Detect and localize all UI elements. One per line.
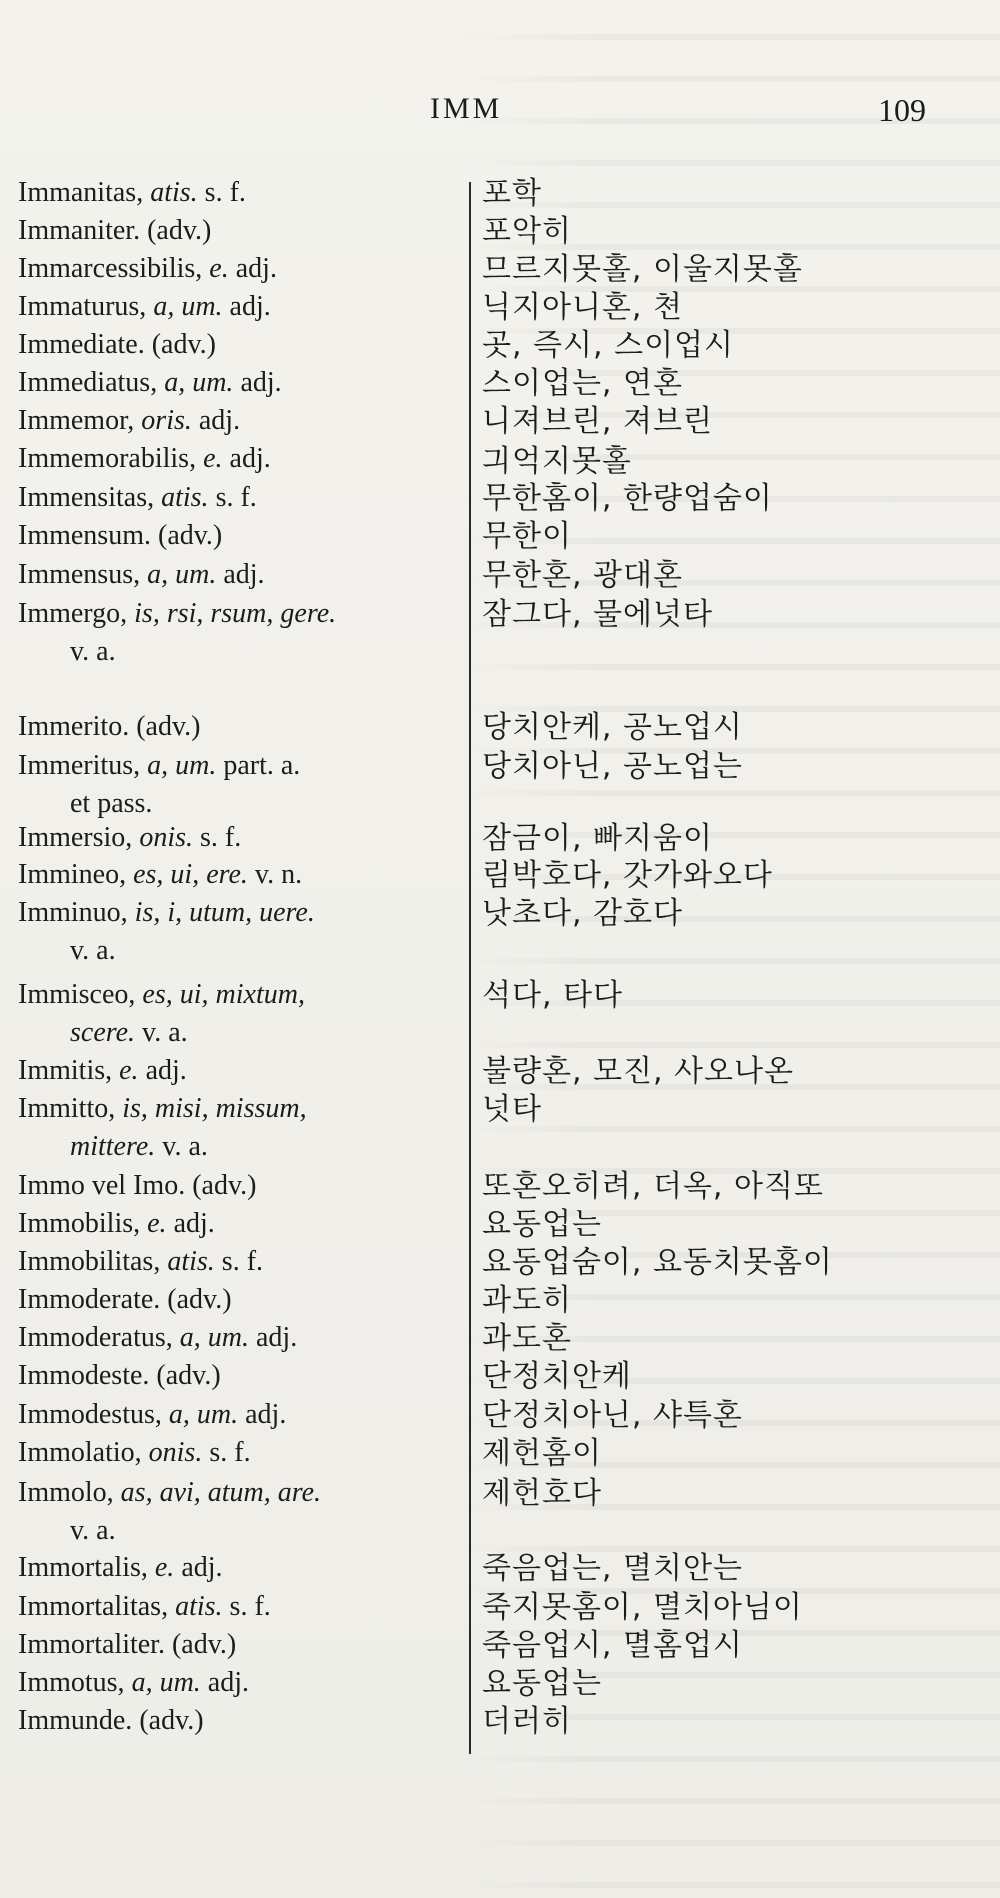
korean-definition: 긔억지못홀 (482, 444, 632, 479)
part-of-speech: (adv.) (136, 711, 201, 742)
korean-definition: 스이업는, 연혼 (482, 366, 683, 401)
part-of-speech: (adv.) (158, 520, 223, 551)
running-head: IMM (430, 92, 503, 125)
headword-line (0, 1171, 462, 1201)
korean-definition: 잠그다, 물에넛타 (482, 597, 713, 632)
headword-line (0, 330, 462, 360)
part-of-speech: (adv.) (167, 1284, 232, 1315)
latin-headword (0, 330, 462, 360)
inflection-forms: a, um. (131, 1667, 201, 1698)
korean-definition: 요동업숨이, 요동치못홈이 (482, 1245, 833, 1280)
korean-definition: 불량혼, 모진, 사오나온 (482, 1054, 794, 1089)
latin-headword (0, 254, 462, 284)
headword-line (0, 560, 462, 590)
headword: Immerito. (18, 711, 130, 742)
latin-headword (0, 178, 462, 208)
headword-line (0, 1630, 462, 1660)
inflection-forms: onis. (139, 822, 193, 853)
inflection-forms: is, misi, missum, (122, 1093, 307, 1124)
headword-line (0, 1592, 462, 1622)
latin-headword (0, 898, 462, 966)
inflection-forms: atis. (150, 177, 198, 208)
headword-line (0, 712, 462, 742)
latin-headword (0, 1668, 462, 1698)
part-of-speech: s. f. (215, 482, 257, 513)
part-of-speech: (adv.) (171, 1629, 237, 1660)
korean-definition: 석다, 타다 (482, 978, 623, 1013)
inflection-forms: is, rsi, rsum, gere. (134, 598, 337, 629)
headword: Immodestus, (18, 1399, 162, 1430)
headword: Immemorabilis, (18, 443, 197, 474)
part-of-speech: adj. (223, 559, 265, 590)
korean-definition: 제헌호다 (482, 1476, 602, 1511)
part-of-speech: adj. (235, 253, 277, 284)
inflection-forms: atis. (161, 482, 209, 513)
korean-definition: 제헌홈이 (482, 1436, 602, 1471)
inflection-forms: a, um. (153, 291, 223, 322)
latin-headword (0, 1592, 462, 1622)
headword: Immunde. (18, 1705, 133, 1736)
korean-definition: 포학 (482, 176, 542, 211)
latin-headword (0, 1478, 462, 1546)
latin-headword (0, 599, 462, 667)
latin-headword (0, 860, 462, 890)
headword-line (0, 1706, 462, 1736)
part-of-speech: s. f. (204, 177, 246, 208)
headword-line (0, 1056, 462, 1086)
headword-line (0, 823, 462, 853)
latin-headword (0, 1056, 462, 1086)
latin-headword (0, 216, 462, 246)
part-of-speech: s. f. (200, 822, 242, 853)
korean-definition: 넛타 (482, 1092, 542, 1127)
headword-line (0, 1668, 462, 1698)
part-of-speech: adj. (255, 1322, 298, 1353)
headword: Immaniter. (18, 215, 141, 246)
part-of-speech: adj. (240, 367, 282, 398)
latin-headword (0, 1400, 462, 1430)
latin-headword (0, 1553, 462, 1583)
headword-line (0, 521, 462, 551)
inflection-forms: a, um. (147, 750, 217, 781)
korean-definition: 단정치안케 (482, 1359, 632, 1394)
inflection-forms: es, ui, mixtum, (142, 979, 305, 1010)
part-of-speech: (adv.) (139, 1705, 204, 1736)
inflection-forms: atis. (167, 1246, 215, 1277)
headword: Immotus, (18, 1667, 125, 1698)
korean-definition: 무한홈이, 한량업숨이 (482, 481, 773, 516)
headword: Immobilitas, (18, 1246, 161, 1277)
part-of-speech: (adv.) (151, 329, 216, 360)
headword: Immitis, (18, 1055, 113, 1086)
headword-continuation: et pass. (70, 788, 153, 819)
part-of-speech: part. a. (223, 750, 301, 781)
headword: Immortalitas, (18, 1591, 169, 1622)
headword-line (0, 1285, 462, 1315)
korean-definition: 죽음업시, 멸홈업시 (482, 1628, 743, 1663)
headword-line (0, 898, 462, 928)
headword: Immoderatus, (18, 1322, 173, 1353)
part-of-speech: adj. (145, 1055, 187, 1086)
headword: Immolatio, (18, 1437, 142, 1468)
latin-headword (0, 1171, 462, 1201)
headword: Immolo, (18, 1477, 114, 1508)
latin-headword (0, 1323, 462, 1353)
korean-definition: 무한이 (482, 519, 572, 554)
headword-line (0, 254, 462, 284)
korean-definition: 또혼오히려, 더옥, 아직또 (482, 1169, 824, 1204)
latin-headword (0, 823, 462, 853)
latin-headword (0, 1630, 462, 1660)
korean-definition: 림박호다, 갓가와오다 (482, 858, 773, 893)
korean-definition: 곳, 즉시, 스이업시 (482, 328, 735, 363)
inflection-forms: a, um. (168, 1399, 239, 1430)
headword-line (0, 980, 462, 1010)
part-of-speech: v. n. (254, 859, 303, 890)
latin-headword (0, 1438, 462, 1468)
headword-line (0, 1400, 462, 1430)
headword: Immemor, (18, 405, 135, 436)
latin-headword (0, 560, 462, 590)
korean-definition: 잠금이, 빠지움이 (482, 821, 713, 856)
page-number: 109 (878, 92, 926, 128)
inflection-forms: oris. (141, 405, 192, 436)
latin-headword (0, 368, 462, 398)
headword: Immobilis, (18, 1208, 141, 1239)
headword-line (0, 1323, 462, 1353)
inflection-forms: e. (209, 253, 229, 284)
korean-definition: 단정치아닌, 샤특혼 (482, 1398, 743, 1433)
headword: Immersio, (18, 822, 133, 853)
inflection-forms: onis. (148, 1437, 203, 1468)
headword: Immediatus, (18, 367, 158, 398)
inflection-forms: atis. (175, 1591, 223, 1622)
latin-headword (0, 444, 462, 474)
korean-definition: 죽음업는, 멸치안는 (482, 1551, 743, 1586)
korean-definition: 과도혼 (482, 1321, 572, 1356)
headword-line (0, 1209, 462, 1239)
headword: Immortaliter. (18, 1629, 165, 1660)
headword-continuation: scere. v. a. (70, 1017, 188, 1048)
headword-continuation: v. a. (70, 1515, 116, 1546)
headword-line (0, 444, 462, 474)
latin-headword (0, 980, 462, 1048)
part-of-speech: adj. (198, 405, 241, 436)
headword-line (0, 599, 462, 629)
latin-headword (0, 1706, 462, 1736)
korean-definition: 므르지못홀, 이울지못홀 (482, 252, 803, 287)
inflection-forms: e. (119, 1055, 139, 1086)
inflection-forms: a, um. (179, 1322, 249, 1353)
latin-headword (0, 483, 462, 513)
korean-definition: 요동업는 (482, 1207, 602, 1242)
inflection-forms: a, um. (147, 559, 217, 590)
part-of-speech: s. f. (221, 1246, 264, 1277)
latin-headword (0, 1285, 462, 1315)
headword-line (0, 751, 462, 781)
korean-definition: 당치아닌, 공노업는 (482, 749, 743, 784)
korean-definition: 죽지못홈이, 멸치아님이 (482, 1590, 803, 1625)
inflection-forms: e. (203, 443, 223, 474)
headword: Immensus, (18, 559, 141, 590)
headword-line (0, 860, 462, 890)
korean-definition: 더러히 (482, 1704, 572, 1739)
headword: Immensitas, (18, 482, 155, 513)
inflection-forms: as, avi, atum, are. (120, 1477, 322, 1508)
headword-continuation: v. a. (70, 636, 116, 667)
headword-line (0, 1553, 462, 1583)
korean-definition: 낫초다, 감호다 (482, 896, 683, 931)
latin-headword (0, 1094, 462, 1162)
part-of-speech: adj. (229, 291, 271, 322)
headword: Immarcessibilis, (18, 253, 203, 284)
headword: Immeritus, (18, 750, 141, 781)
headword: Immo vel Imo. (18, 1170, 186, 1201)
korean-definition: 포악히 (482, 214, 572, 249)
headword-line (0, 292, 462, 322)
inflection-forms: e. (154, 1552, 175, 1583)
korean-definition: 니져브린, 져브린 (482, 404, 713, 439)
headword: Immediate. (18, 329, 145, 360)
part-of-speech: adj. (245, 1399, 287, 1430)
latin-headword (0, 751, 462, 819)
korean-definition: 무한혼, 광대혼 (482, 558, 683, 593)
inflection-forms: is, i, utum, uere. (134, 897, 315, 928)
latin-headword (0, 1247, 462, 1277)
headword-continuation: v. a. (70, 935, 116, 966)
part-of-speech: s. f. (229, 1591, 271, 1622)
headword-line (0, 1361, 462, 1391)
headword-line (0, 1094, 462, 1124)
latin-headword (0, 712, 462, 742)
headword: Immensum. (18, 520, 151, 551)
headword-line (0, 1247, 462, 1277)
inflection-forms: es, ui, ere. (133, 859, 248, 890)
headword: Immisceo, (18, 979, 136, 1010)
part-of-speech: adj. (229, 443, 271, 474)
headword-line (0, 406, 462, 436)
korean-definition: 요동업는 (482, 1666, 602, 1701)
part-of-speech: (adv.) (192, 1170, 257, 1201)
korean-definition: 당치안케, 공노업시 (482, 710, 743, 745)
headword-line (0, 178, 462, 208)
korean-definition: 닉지아니혼, 쳔 (482, 290, 683, 325)
latin-headword (0, 406, 462, 436)
headword: Immortalis, (18, 1552, 148, 1583)
part-of-speech: s. f. (209, 1437, 251, 1468)
headword: Imminuo, (18, 897, 128, 928)
part-of-speech: adj. (173, 1208, 215, 1239)
headword: Immoderate. (18, 1284, 161, 1315)
latin-headword (0, 1209, 462, 1239)
korean-definition: 과도히 (482, 1283, 572, 1318)
latin-headword (0, 521, 462, 551)
headword-line (0, 216, 462, 246)
latin-headword (0, 292, 462, 322)
headword: Immineo, (18, 859, 127, 890)
part-of-speech: (adv.) (147, 215, 212, 246)
headword-line (0, 368, 462, 398)
headword-line (0, 483, 462, 513)
headword: Immodeste. (18, 1360, 150, 1391)
part-of-speech: (adv.) (156, 1360, 221, 1391)
part-of-speech: adj. (207, 1667, 250, 1698)
headword-line (0, 1438, 462, 1468)
headword: Immanitas, (18, 177, 144, 208)
headword-line (0, 1478, 462, 1508)
inflection-forms: a, um. (164, 367, 234, 398)
headword: Immitto, (18, 1093, 116, 1124)
headword: Immergo, (18, 598, 128, 629)
inflection-forms: e. (147, 1208, 167, 1239)
part-of-speech: adj. (181, 1552, 223, 1583)
headword-continuation: mittere. v. a. (70, 1131, 208, 1162)
headword: Immaturus, (18, 291, 147, 322)
latin-headword (0, 1361, 462, 1391)
